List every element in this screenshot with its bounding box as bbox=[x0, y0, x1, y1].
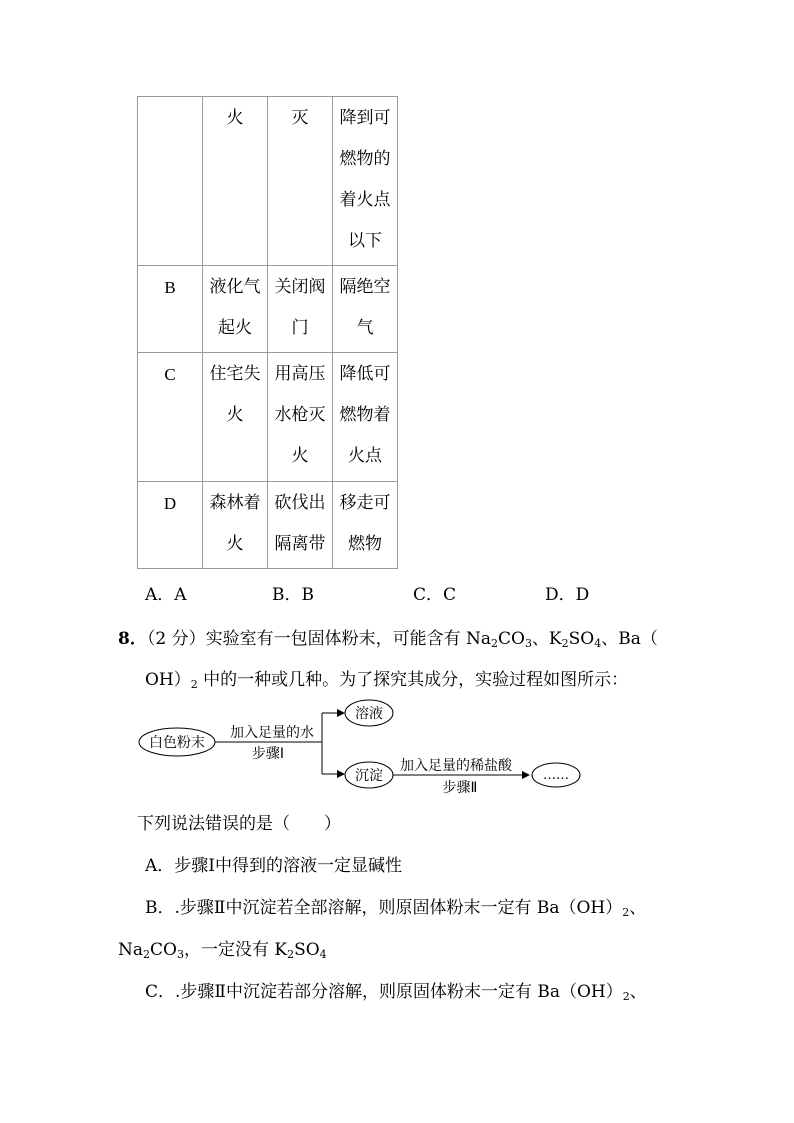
table-cell: 降到可 燃物的 着火点 以下 bbox=[333, 97, 398, 266]
table-row-label: C bbox=[138, 353, 203, 482]
white-powder-node bbox=[139, 728, 215, 756]
step1-label: 步骤Ⅰ bbox=[251, 746, 285, 762]
q8-question: 下列说法错误的是（ ） bbox=[137, 814, 341, 834]
table-row-label: D bbox=[138, 482, 203, 569]
solution-node bbox=[345, 700, 393, 726]
table-cell: 火 bbox=[203, 97, 268, 266]
q7-option-b: B．B bbox=[272, 585, 314, 605]
q8-stem-line1: 8．（2 分）实验室有一包固体粉末，可能含有 $Na_2CO_3$、$K_2SO_4$、Ba（ bbox=[118, 629, 658, 650]
solution-label: 溶液 bbox=[355, 706, 383, 722]
table-cell: 降低可 燃物着 火点 bbox=[333, 353, 398, 482]
q8-option-b-line1: B．.步骤Ⅱ中沉淀若全部溶解，则原固体粉末一定有 $Ba(OH)_2$、 bbox=[145, 898, 647, 919]
result-label: …… bbox=[543, 768, 569, 783]
table-cell: 移走可 燃物 bbox=[333, 482, 398, 569]
q7-option-c: C．C bbox=[413, 585, 457, 605]
result-node bbox=[532, 763, 580, 787]
q8-option-b-line2: $Na_2CO_3$，一定没有 $K_2SO_4$ bbox=[118, 940, 327, 961]
step2-reagent-label: 加入足量的稀盐酸 bbox=[400, 758, 512, 774]
q8-option-c: C．.步骤Ⅱ中沉淀若部分溶解，则原固体粉末一定有 $Ba(OH)_2$、 bbox=[145, 982, 647, 1003]
q8-stem-line2: $OH)_2$ 中的一种或几种。为了探究其成分，实验过程如图所示： bbox=[145, 670, 629, 691]
table-cell: 用高压 水枪灭 火 bbox=[268, 353, 333, 482]
table-cell: 灭 bbox=[268, 97, 333, 266]
q8-number: 8． bbox=[118, 629, 147, 649]
q8-option-a: A．步骤Ⅰ中得到的溶液一定显碱性 bbox=[145, 856, 402, 876]
step2-label: 步骤Ⅱ bbox=[442, 780, 478, 796]
table-cell: 液化气 起火 bbox=[203, 266, 268, 353]
table-row-label: B bbox=[138, 266, 203, 353]
table-cell: 住宅失 火 bbox=[203, 353, 268, 482]
step1-reagent-label: 加入足量的水 bbox=[230, 725, 314, 741]
precipitate-label: 沉淀 bbox=[355, 768, 383, 784]
q7-option-a: A．A bbox=[145, 585, 187, 605]
precipitate-node bbox=[345, 762, 393, 788]
table-cell: 关闭阀 门 bbox=[268, 266, 333, 353]
white-powder-label: 白色粉末 bbox=[149, 735, 205, 751]
q7-option-d: D．D bbox=[545, 585, 590, 605]
table-cell: 森林着 火 bbox=[203, 482, 268, 569]
table-cell: 隔绝空 气 bbox=[333, 266, 398, 353]
table-cell: 砍伐出 隔离带 bbox=[268, 482, 333, 569]
